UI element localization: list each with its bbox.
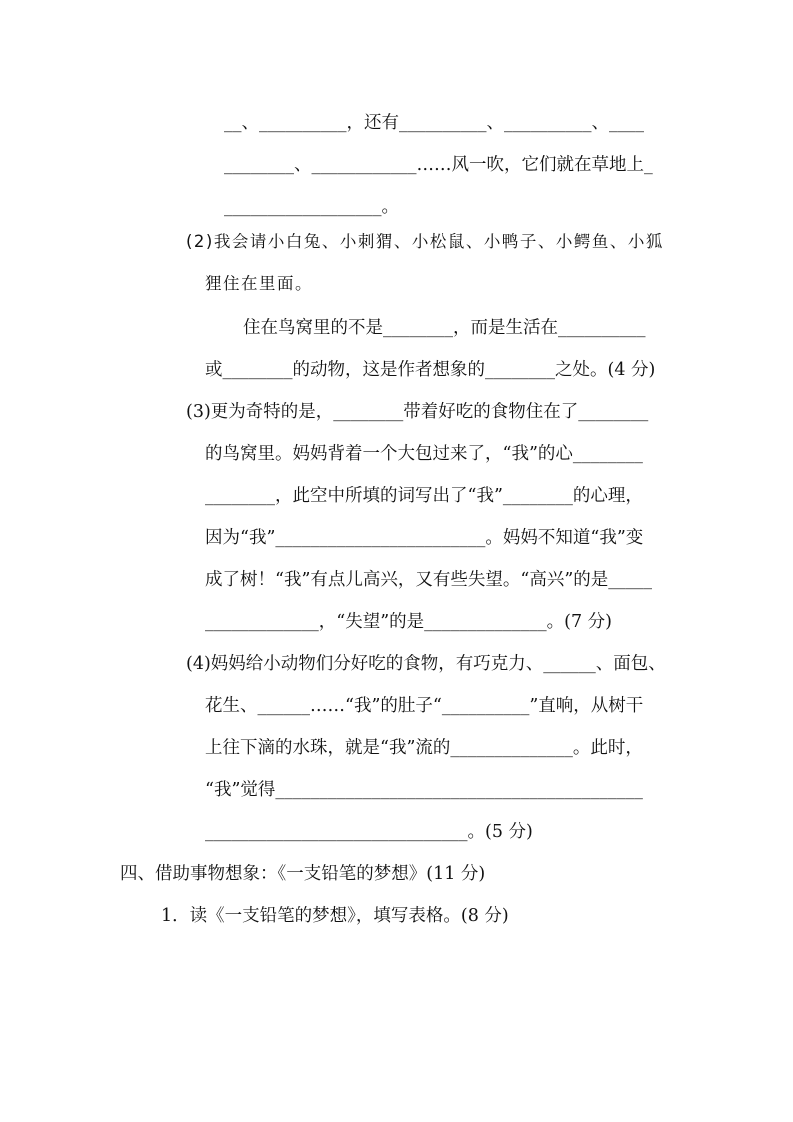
text-line-10: ________，此空中所填的词写出了“我”________的心理，: [205, 486, 643, 506]
text-line-9: 的鸟窝里。妈妈背着一个大包过来了，“我”的心________: [205, 444, 643, 464]
text-line-7: 或________的动物，这是作者想象的________之处。(4 分): [205, 360, 656, 380]
question-4-text: (4)妈妈给小动物们分好吃的食物，有巧克力、______、面包、: [186, 654, 666, 674]
text-line-2: ________、____________……风一吹，它们就在草地上_: [224, 155, 653, 175]
section-4-heading: 四、借助事物想象：《一支铅笔的梦想》(11 分): [120, 864, 486, 884]
text-line-11: 因为“我”________________________。妈妈不知道“我”变: [205, 528, 644, 548]
text-line-6: 住在鸟窝里的不是________，而是生活在__________: [243, 318, 646, 338]
text-line-15: 花生、______……“我”的肚子“__________”直响，从树干: [205, 696, 644, 716]
question-3-text: (3)更为奇特的是，________带着好吃的食物住在了________: [186, 402, 649, 422]
text-line-16: 上往下滴的水珠，就是“我”流的______________。此时，: [205, 738, 643, 758]
text-line-1: __、__________，还有__________、__________、____: [224, 113, 644, 133]
section-4-question-1: 1．读《一支铅笔的梦想》，填写表格。(8 分): [161, 906, 509, 926]
text-line-17: “我”觉得__________________________________________: [205, 780, 643, 800]
text-line-3: __________________。: [224, 197, 399, 217]
question-2-text-cont: 狸住在里面。: [205, 274, 313, 293]
text-line-12: 成了树！“我”有点儿高兴，又有些失望。“高兴”的是_____: [205, 570, 653, 590]
text-line-18: ______________________________。(5 分): [205, 822, 533, 842]
question-2-text: (2)我会请小白兔、小刺猬、小松鼠、小鸭子、小鳄鱼、小狐: [186, 232, 664, 251]
text-line-13: _____________，“失望”的是______________。(7 分): [205, 612, 612, 632]
